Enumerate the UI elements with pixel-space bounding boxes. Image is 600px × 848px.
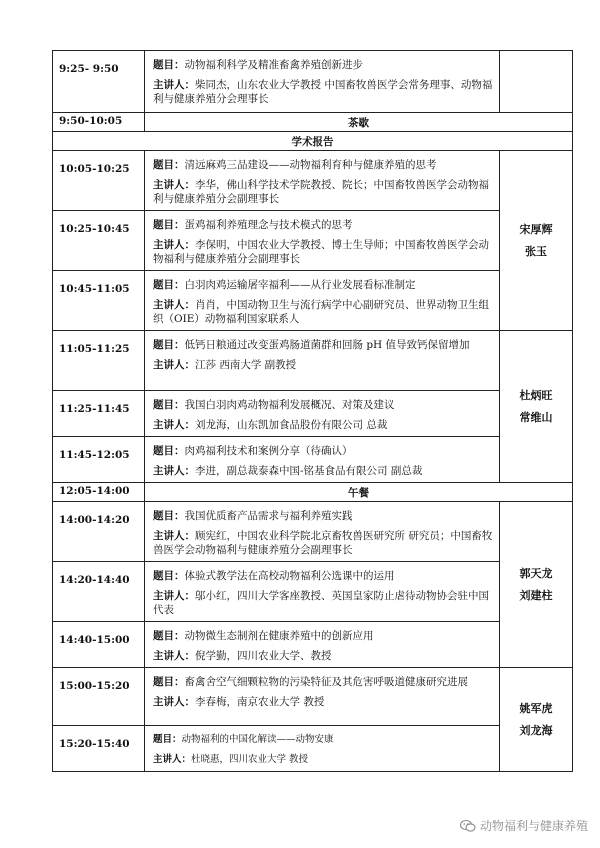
session-speaker: 肖肖，中国动物卫生与流行病学中心副研究员、世界动物卫生组织（OIE）动物福利国家联系人: [153, 299, 489, 325]
session-title: 动物福利科学及精准畜禽养殖创新进步: [184, 59, 363, 71]
session-time: 9:25- 9:50: [53, 51, 145, 113]
watermark: [460, 817, 588, 834]
chair-name: 张玉: [525, 244, 547, 258]
session-time: 14:40-15:00: [53, 622, 145, 668]
session-speaker: 李进，副总裁泰森中国-铭基食品有限公司 副总裁: [195, 465, 423, 477]
break-row: [53, 113, 573, 132]
break-time: 9:50-10:05: [53, 113, 145, 132]
session-speaker: 刘龙海，山东凯加食品股份有限公司 总裁: [195, 419, 388, 431]
table-row: [53, 562, 573, 622]
table-row: [53, 668, 573, 726]
session-title: 我国优质畜产品需求与福利养殖实践: [184, 510, 353, 522]
session-details: 题目：我国白羽肉鸡动物福利发展概况、对策及建议 主讲人：刘龙海，山东凯加食品股份有限公司 总裁: [145, 391, 500, 437]
session-speaker: 柴同杰，山东农业大学教授 中国畜牧兽医学会常务理事、动物福利与健康养殖分会理事长: [153, 79, 493, 105]
session-title: 肉鸡福利技术和案例分享（待确认）: [184, 445, 353, 457]
session-speaker: 李保明，中国农业大学教授、博士生导师；中国畜牧兽医学会动物福利与健康养殖分会副理事长: [153, 239, 489, 265]
session-details: 题目：体验式教学法在高校动物福利公选课中的运用 主讲人：邬小红，四川大学客座教授、英国皇家防止虐待动物协会驻中国代表: [145, 562, 500, 622]
chair-name: 刘建柱: [519, 588, 553, 602]
session-details: 题目：动物微生态制剂在健康养殖中的创新应用 主讲人：倪学勤，四川农业大学、教授: [145, 622, 500, 668]
session-speaker: 顾宪红，中国农业科学院北京畜牧兽医研究所 研究员；中国畜牧兽医学会动物福利与健康养殖分会副理事长: [153, 530, 493, 556]
session-speaker: 李华，佛山科学技术学院教授、院长；中国畜牧兽医学会动物福利与健康养殖分会副理事长: [153, 179, 489, 205]
chair-cell: [500, 151, 573, 331]
session-details: 题目：动物福利的中国化解读——动物安康 主讲人：杜晓惠，四川农业大学 教授: [145, 726, 500, 772]
session-title: 蛋鸡福利养殖理念与技术模式的思考: [184, 219, 353, 231]
break-row: [53, 483, 573, 502]
session-time: 10:05-10:25: [53, 151, 145, 211]
session-speaker: 邬小红，四川大学客座教授、英国皇家防止虐待动物协会驻中国代表: [153, 590, 489, 616]
session-details: 题目：我国优质畜产品需求与福利养殖实践 主讲人：顾宪红，中国农业科学院北京畜牧兽医研究所 研究员；中国畜牧兽医学会动物福利与健康养殖分会副理事长: [145, 502, 500, 562]
table-row: [53, 437, 573, 483]
chair-name: 刘龙海: [519, 723, 553, 737]
session-details: 题目：白羽肉鸡运输屠宰福利——从行业发展看标准制定 主讲人：肖肖，中国动物卫生与流行病学中心副研究员、世界动物卫生组织（OIE）动物福利国家联系人: [145, 271, 500, 331]
session-details: 题目：动物福利科学及精准畜禽养殖创新进步 主讲人：柴同杰，山东农业大学教授 中国畜牧兽医学会常务理事、动物福利与健康养殖分会理事长: [145, 51, 500, 113]
session-title: 低钙日粮通过改变蛋鸡肠道菌群和回肠 pH 值导致钙保留增加: [184, 339, 470, 351]
session-title: 白羽肉鸡运输屠宰福利——从行业发展看标准制定: [184, 279, 416, 291]
session-time: 10:25-10:45: [53, 211, 145, 271]
session-title: 动物微生态制剂在健康养殖中的创新应用: [184, 630, 374, 642]
session-title: 清远麻鸡三品建设——动物福利育种与健康养殖的思考: [184, 159, 437, 171]
wechat-icon: [460, 819, 476, 833]
session-details: 题目：低钙日粮通过改变蛋鸡肠道菌群和回肠 pH 值导致钙保留增加 主讲人：江莎 西南大学 副教授: [145, 331, 500, 391]
session-speaker: 倪学勤，四川农业大学、教授: [195, 650, 332, 662]
chair-name: 姚军虎: [519, 701, 553, 715]
session-details: 题目：清远麻鸡三品建设——动物福利育种与健康养殖的思考 主讲人：李华，佛山科学技术学院教授、院长；中国畜牧兽医学会动物福利与健康养殖分会副理事长: [145, 151, 500, 211]
session-speaker: 李春梅，南京农业大学 教授: [195, 696, 325, 708]
section-row: [53, 132, 573, 151]
table-row: [53, 391, 573, 437]
chair-name: 常维山: [519, 410, 553, 424]
section-heading: 学术报告: [53, 132, 573, 151]
session-details: 题目：畜禽舍空气细颗粒物的污染特征及其危害呼吸道健康研究进展 主讲人：李春梅，南京农业大学 教授: [145, 668, 500, 726]
table-row: [53, 622, 573, 668]
session-details: 题目：蛋鸡福利养殖理念与技术模式的思考 主讲人：李保明，中国农业大学教授、博士生导师；中国畜牧兽医学会动物福利与健康养殖分会副理事长: [145, 211, 500, 271]
session-time: 11:05-11:25: [53, 331, 145, 391]
session-time: 10:45-11:05: [53, 271, 145, 331]
session-speaker: 江莎 西南大学 副教授: [195, 359, 297, 371]
table-row: [53, 211, 573, 271]
schedule-table: [52, 50, 573, 772]
table-row: [53, 271, 573, 331]
break-time: 12:05-14:00: [53, 483, 145, 502]
chair-cell: [500, 668, 573, 772]
table-row: [53, 331, 573, 391]
table-row: [53, 726, 573, 772]
session-details: 题目：肉鸡福利技术和案例分享（待确认） 主讲人：李进，副总裁泰森中国-铭基食品有限公司 副总裁: [145, 437, 500, 483]
session-time: 11:25-11:45: [53, 391, 145, 437]
chair-name: 郭天龙: [519, 566, 553, 580]
session-time: 11:45-12:05: [53, 437, 145, 483]
chair-name: 宋厚辉: [519, 222, 553, 236]
break-label: 午餐: [145, 483, 573, 502]
session-title: 畜禽舍空气细颗粒物的污染特征及其危害呼吸道健康研究进展: [184, 676, 468, 688]
chair-cell: [500, 331, 573, 483]
table-row: [53, 151, 573, 211]
session-time: 14:20-14:40: [53, 562, 145, 622]
break-label: 茶歇: [145, 113, 573, 132]
session-time: 15:00-15:20: [53, 668, 145, 726]
session-title: 体验式教学法在高校动物福利公选课中的运用: [184, 570, 395, 582]
session-title: 我国白羽肉鸡动物福利发展概况、对策及建议: [184, 399, 395, 411]
table-row: [53, 51, 573, 113]
chair-cell: [500, 51, 573, 113]
table-row: [53, 502, 573, 562]
schedule-sheet: [52, 50, 553, 772]
session-title: 动物福利的中国化解读——动物安康: [181, 734, 334, 745]
chair-name: 杜炳旺: [519, 388, 553, 402]
watermark-text: 动物福利与健康养殖: [479, 819, 588, 833]
session-time: 14:00-14:20: [53, 502, 145, 562]
session-speaker: 杜晓惠，四川农业大学 教授: [191, 754, 309, 765]
chair-cell: [500, 502, 573, 668]
session-time: 15:20-15:40: [53, 726, 145, 772]
